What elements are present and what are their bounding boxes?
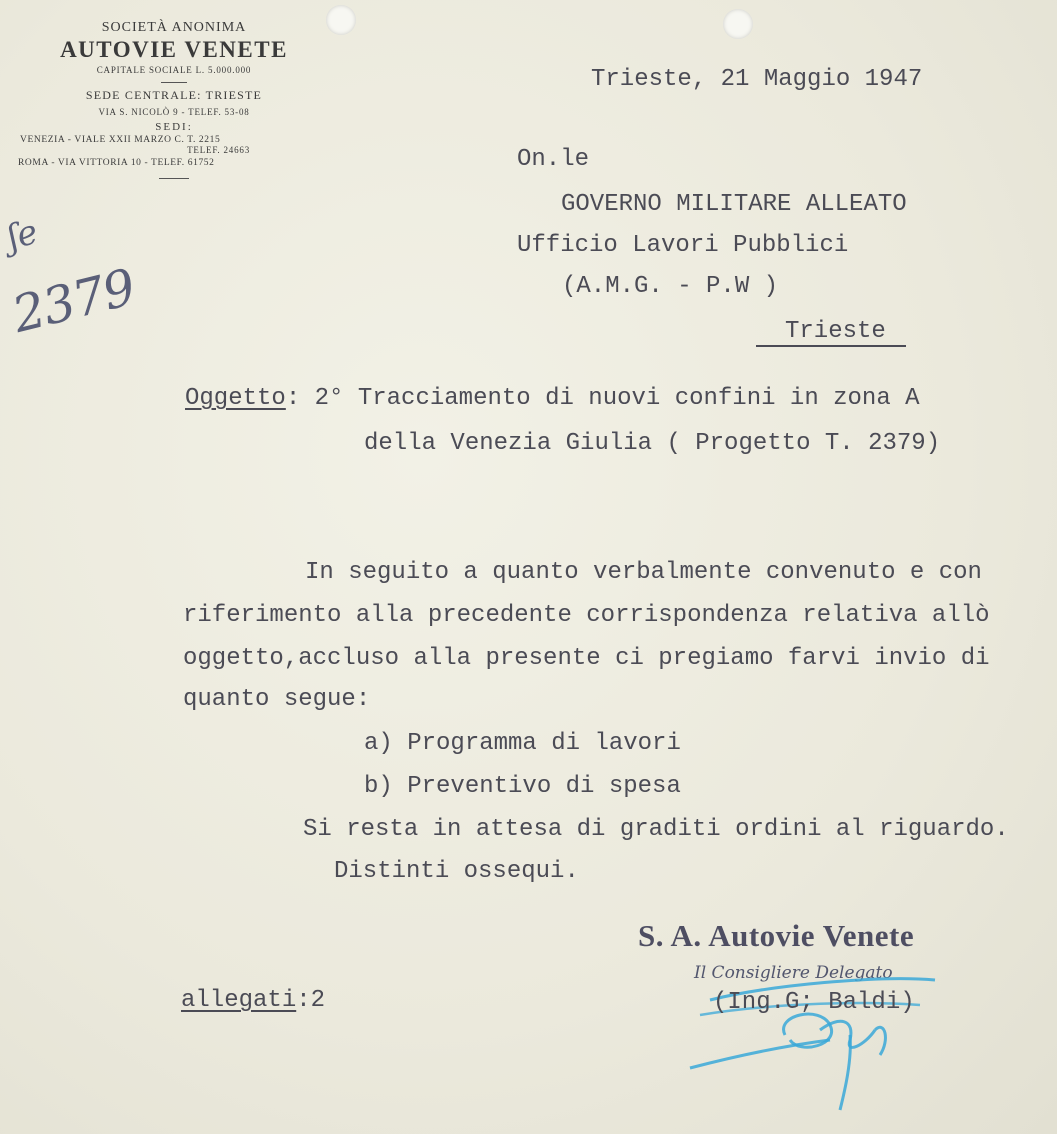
letterhead-company: AUTOVIE VENETE xyxy=(60,37,288,62)
list-item-a: a) Programma di lavori xyxy=(364,730,681,757)
closing-line1: Si resta in attesa di graditi ordini al riguardo. xyxy=(303,816,1009,843)
subject-label: Oggetto xyxy=(185,385,286,412)
handwritten-signature xyxy=(680,960,950,1120)
signatory-name: (Ing.G; Baldi) xyxy=(713,989,915,1016)
date-line: Trieste, 21 Maggio 1947 xyxy=(591,66,923,93)
punch-hole-right xyxy=(723,9,753,39)
handwritten-number: 2379 xyxy=(6,257,141,345)
list-item-b: b) Preventivo di spesa xyxy=(364,773,681,800)
body-line2: riferimento alla precedente corrispondenza relativa allò xyxy=(183,602,990,629)
letterhead-capital: CAPITALE SOCIALE L. 5.000.000 xyxy=(96,65,252,75)
letterhead-venezia-tel: TELEF. 24663 xyxy=(187,145,250,155)
letterhead-divider-bottom xyxy=(159,178,189,179)
letterhead-line1: SOCIETÀ ANONIMA xyxy=(101,20,247,35)
letterhead-venezia: VENEZIA - VIALE XXII MARZO C. T. 2215 xyxy=(20,135,221,145)
attachments xyxy=(181,987,325,1014)
attachments-value: :2 xyxy=(296,987,326,1014)
letterhead-branches-label: SEDI: xyxy=(155,121,193,133)
closing-line2: Distinti ossequi. xyxy=(334,858,579,885)
subject-line2: della Venezia Giulia ( Progetto T. 2379) xyxy=(364,430,941,457)
handwritten-mark: ʃe xyxy=(3,211,43,259)
body-line1: In seguito a quanto verbalmente convenuto e con xyxy=(305,559,982,586)
subject-text-line1: 2° Tracciamento di nuovi confini in zona A xyxy=(314,385,920,412)
letterhead-roma: ROMA - VIA VITTORIA 10 - TELEF. 61752 xyxy=(18,158,215,168)
signatory-role: Il Consigliere Delegato xyxy=(694,963,893,983)
recipient-line1: GOVERNO MILITARE ALLEATO xyxy=(561,191,907,218)
attachments-label: allegati xyxy=(181,987,297,1014)
recipient-line3: (A.M.G. - P.W ) xyxy=(562,273,779,300)
body-line4: quanto segue: xyxy=(183,686,371,713)
subject-separator: : xyxy=(285,385,301,412)
body-line3: oggetto,accluso alla presente ci pregiamo farvi invio di xyxy=(183,645,990,672)
letterhead xyxy=(14,20,334,184)
letterhead-hq-address: VIA S. NICOLÒ 9 - TELEF. 53-08 xyxy=(98,107,250,117)
letterhead-divider xyxy=(161,82,187,83)
letterhead-hq: SEDE CENTRALE: TRIESTE xyxy=(85,88,263,102)
recipient-line2: Ufficio Lavori Pubblici xyxy=(517,232,849,259)
recipient-city-underline xyxy=(756,345,906,347)
recipient-city: Trieste xyxy=(785,318,886,345)
subject-line1 xyxy=(185,385,920,412)
company-stamp: S. A. Autovie Venete xyxy=(638,918,915,953)
recipient-salutation: On.le xyxy=(517,146,590,173)
